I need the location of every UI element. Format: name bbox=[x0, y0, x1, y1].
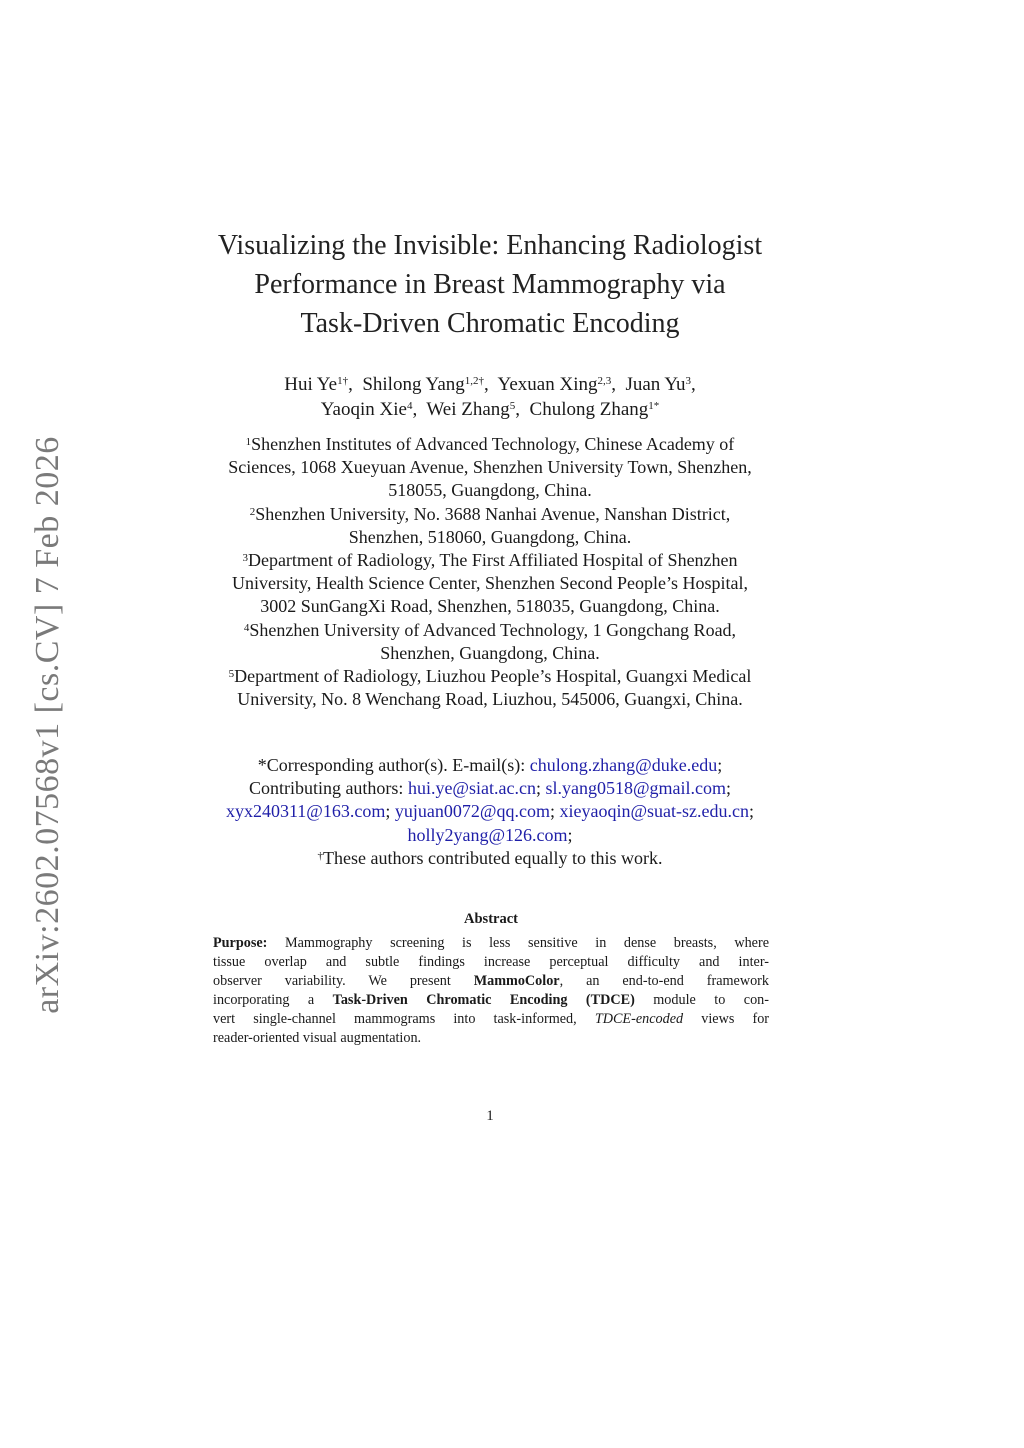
affiliation-text: Shenzhen University, No. 3688 Nanhai Avenue, Nanshan District, bbox=[255, 503, 731, 524]
title-line: Performance in Breast Mammography via bbox=[254, 269, 726, 300]
affiliation-line: Shenzhen, Guangdong, China. bbox=[380, 642, 600, 663]
affiliation-list bbox=[140, 433, 840, 711]
dagger-mark: † bbox=[317, 849, 324, 862]
email-link[interactable]: hui.ye@siat.ac.cn bbox=[407, 778, 536, 799]
abstract-line bbox=[213, 1010, 769, 1029]
abstract-text: Mammography screening is less sensitive in dense breasts, where bbox=[285, 935, 770, 951]
affiliation-line: University, No. 8 Wenchang Road, Liuzhou, 545006, Guangxi, China. bbox=[237, 689, 743, 710]
abstract-body bbox=[213, 934, 769, 1048]
affiliation-line: Sciences, 1068 Xueyuan Avenue, Shenzhen University Town, Shenzhen, bbox=[228, 457, 752, 478]
affiliation-text: Department of Radiology, The First Affiliated Hospital of Shenzhen bbox=[247, 550, 738, 571]
author-name: Hui Ye bbox=[284, 374, 338, 395]
affiliation-line bbox=[140, 549, 840, 572]
author-name: Yaoqin Xie bbox=[320, 399, 407, 420]
affiliation-line: 3002 SunGangXi Road, Shenzhen, 518035, Guangdong, China. bbox=[260, 596, 720, 617]
abstract-line bbox=[213, 934, 769, 953]
author-name: Yexuan Xing bbox=[497, 374, 598, 395]
page-number: 1 bbox=[486, 1108, 494, 1124]
affiliation-line bbox=[140, 503, 840, 526]
title-line: Task-Driven Chromatic Encoding bbox=[300, 308, 680, 339]
title-line: Visualizing the Invisible: Enhancing Radiologist bbox=[217, 230, 763, 261]
abstract-text: vert single-channel mammograms into task-informed, bbox=[213, 1011, 577, 1027]
author-line: Yaoqin Xie$^4$, Wei Zhang$^5$, Chulong Zhang$^{1*}$ bbox=[320, 399, 660, 420]
abstract-heading: Abstract bbox=[464, 911, 518, 927]
abstract-text: , an end-to-end framework bbox=[559, 973, 769, 989]
author-affiliation-mark: 1* bbox=[648, 400, 660, 412]
abstract-line bbox=[213, 991, 769, 1010]
equal-contribution-note bbox=[140, 847, 840, 870]
author-affiliation-mark: 1† bbox=[337, 375, 349, 387]
author-name: Juan Yu bbox=[625, 374, 686, 395]
affiliation-line bbox=[140, 619, 840, 642]
arxiv-identifier-stamp[interactable]: arXiv:2602.07568v1 [cs.CV] 7 Feb 2026 bbox=[29, 436, 66, 1014]
corresponding-label: *Corresponding author(s). E-mail(s): bbox=[257, 755, 526, 775]
framework-name: MammoColor bbox=[473, 973, 560, 989]
email-link[interactable]: sl.yang0518@gmail.com bbox=[545, 778, 727, 799]
author-affiliation-mark: 2,3 bbox=[597, 375, 612, 387]
affiliation-line: University, Health Science Center, Shenzhen Second People’s Hospital, bbox=[232, 573, 748, 594]
abstract-text: incorporating a bbox=[213, 992, 315, 1008]
author-affiliation-mark: 1,2† bbox=[464, 375, 484, 387]
equal-contribution-text: These authors contributed equally to this work. bbox=[323, 847, 663, 868]
abstract-text: observer variability. We present bbox=[213, 973, 451, 989]
abstract-text: views for bbox=[701, 1011, 770, 1027]
email-line: holly2yang@126.com; bbox=[407, 824, 573, 845]
author-name: Chulong Zhang bbox=[529, 399, 649, 420]
affiliation-line: Shenzhen, 518060, Guangdong, China. bbox=[348, 526, 632, 547]
abstract-line: reader-oriented visual augmentation. bbox=[213, 1030, 422, 1046]
email-link[interactable]: holly2yang@126.com bbox=[407, 824, 568, 845]
email-link[interactable]: yujuan0072@qq.com bbox=[394, 801, 550, 822]
paper-title bbox=[140, 226, 840, 343]
corresponding-author-line: *Corresponding author(s). E-mail(s): chulong.zhang@duke.edu; bbox=[257, 755, 723, 775]
author-name: Wei Zhang bbox=[426, 399, 510, 420]
email-link[interactable]: xieyaoqin@suat-sz.edu.cn bbox=[559, 801, 749, 822]
abstract-text: module to con- bbox=[653, 992, 769, 1008]
purpose-label: Purpose: bbox=[213, 935, 268, 951]
author-affiliation-mark: 5 bbox=[509, 400, 516, 412]
author-affiliation-mark: 4 bbox=[406, 400, 413, 412]
contributing-label: Contributing authors: bbox=[248, 778, 404, 799]
affiliation-number: 2 bbox=[249, 505, 256, 518]
email-link[interactable]: xyx240311@163.com bbox=[225, 801, 386, 822]
affiliation-number: 4 bbox=[243, 621, 250, 634]
author-list bbox=[140, 372, 840, 422]
contact-block bbox=[140, 754, 840, 870]
email-line: xyx240311@163.com; yujuan0072@qq.com; xieyaoqin@suat-sz.edu.cn; bbox=[225, 801, 755, 822]
abstract-line: tissue overlap and subtle findings increase perceptual difficulty and inter- bbox=[213, 954, 769, 970]
encoded-views-term: TDCE-encoded bbox=[594, 1011, 684, 1027]
corresponding-email-link[interactable]: chulong.zhang@duke.edu bbox=[529, 755, 718, 775]
affiliation-text: Department of Radiology, Liuzhou People’s Hospital, Guangxi Medical bbox=[234, 666, 752, 687]
abstract-line bbox=[213, 972, 769, 991]
author-affiliation-mark: 3 bbox=[685, 375, 691, 387]
author-line: Hui $Ye^{1\dagger}$, Shilong Yang$^{1,2\dagger}$, Yexuan Xing$^{2,3}$, Juan Yu$^3$, bbox=[284, 374, 696, 395]
contributing-authors-line: Contributing authors: hui.ye@siat.ac.cn; sl.yang0518@gmail.com; bbox=[248, 778, 732, 799]
affiliation-text: Shenzhen University of Advanced Technology, 1 Gongchang Road, bbox=[249, 619, 737, 640]
affiliation-number: 3 bbox=[242, 552, 248, 565]
author-name: Shilong Yang bbox=[362, 374, 465, 395]
affiliation-line bbox=[140, 433, 840, 456]
affiliation-line: 518055, Guangdong, China. bbox=[388, 480, 592, 501]
affiliation-number: 1 bbox=[245, 436, 252, 448]
affiliation-text: Shenzhen Institutes of Advanced Technology, Chinese Academy of bbox=[251, 434, 735, 454]
affiliation-number: 5 bbox=[228, 668, 235, 681]
module-name: Task-Driven Chromatic Encoding (TDCE) bbox=[332, 992, 635, 1008]
affiliation-line bbox=[140, 665, 840, 688]
